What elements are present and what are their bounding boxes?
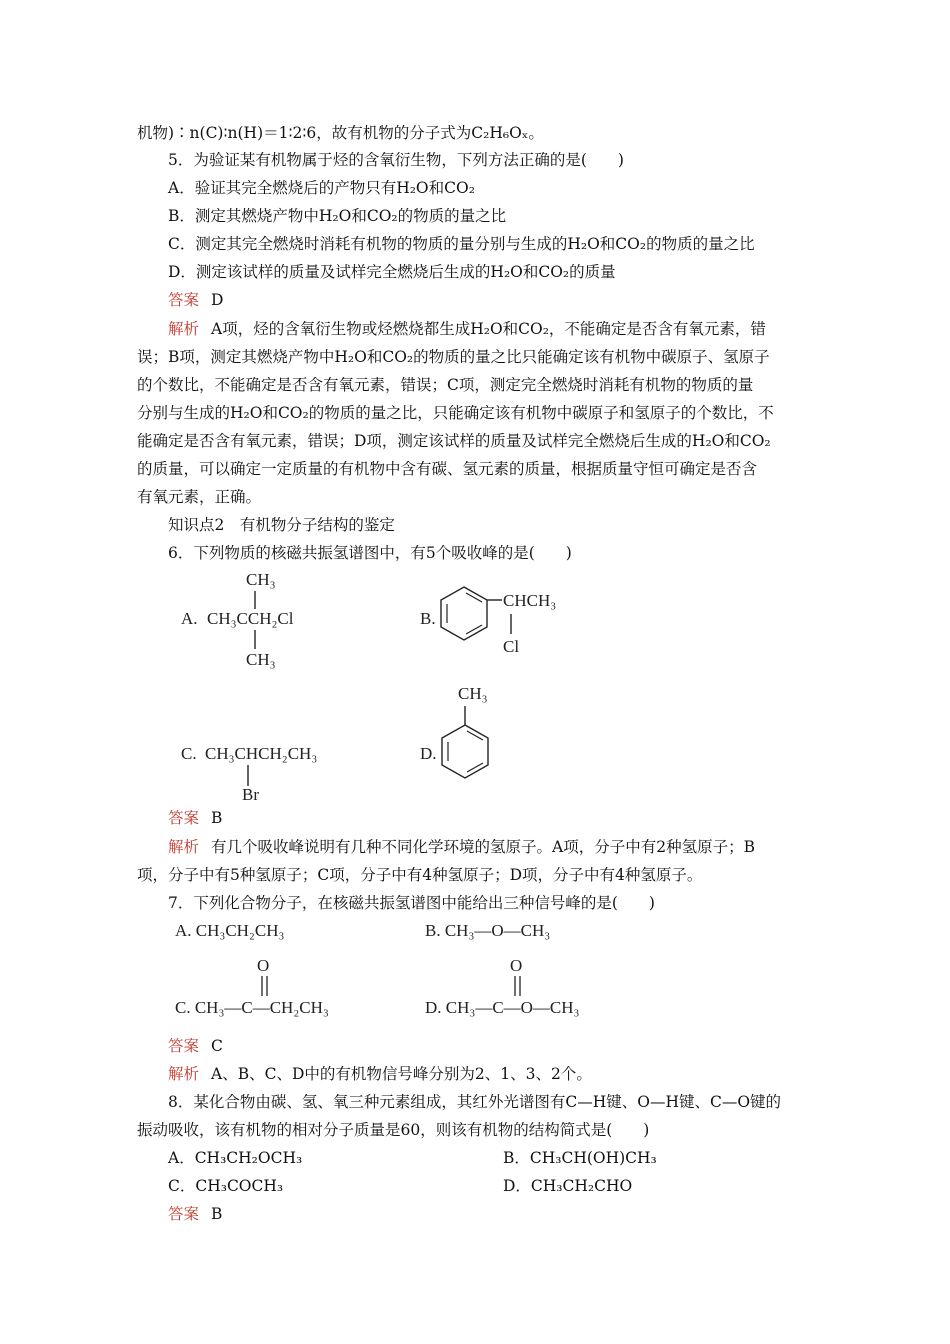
q6-a-bottom-methyl: CH₃: [246, 650, 276, 669]
answer-7: [168, 1036, 818, 1056]
answer-value: C: [211, 1037, 223, 1055]
analysis-5-line: 有氧元素，正确。: [137, 488, 262, 506]
question-8-line: 振动吸收，该有机物的相对分子质量是60，则该有机物的结构简式是( ): [137, 1121, 650, 1139]
answer-label: 答案: [168, 1037, 200, 1055]
answer-label: 答案: [168, 809, 200, 827]
q6-b-label: B.: [420, 609, 436, 628]
q7-option-c: C. CH₃—C—CH₂CH₃: [175, 998, 329, 1017]
text-line: 机物)∶n(C)∶n(H)＝1∶2∶6，故有机物的分子式为C₂H₆Oₓ。: [137, 124, 544, 142]
option-5a: A．验证其完全燃烧后的产物只有H₂O和CO₂: [168, 179, 475, 197]
q7-option-a: A. CH₃CH₂CH₃: [175, 921, 285, 940]
answer-value: D: [211, 291, 224, 309]
option-5b: B．测定其燃烧产物中H₂O和CO₂的物质的量之比: [168, 207, 507, 225]
answer-label: 答案: [168, 1205, 200, 1223]
answer-label: 答案: [168, 291, 200, 309]
q6-a-top-methyl: CH₃: [246, 570, 276, 589]
analysis-6-line: 项，分子中有5种氢原子；C项，分子中有4种氢原子；D项，分子中有4种氢原子。: [137, 866, 703, 884]
answer-value: B: [211, 809, 223, 827]
knowledge-point-heading: 知识点2 有机物分子结构的鉴定: [168, 516, 395, 534]
analysis-text: 有几个吸收峰说明有几种不同化学环境的氢原子。A项，分子中有2种氢原子；B: [211, 838, 755, 856]
analysis-5-line: 误；B项，测定其燃烧产物中H₂O和CO₂的物质的量之比只能确定该有机物中碳原子、氢原子: [137, 348, 770, 366]
q6-d-label: D.: [420, 744, 437, 763]
q6-d-methyl: CH₃: [458, 684, 488, 703]
answer-value: B: [211, 1205, 223, 1223]
analysis-text: A、B、C、D中的有机物信号峰分别为2、1、3、2个。: [211, 1065, 592, 1083]
analysis-label: 解析: [168, 838, 200, 856]
q6-c-bromo: Br: [242, 785, 259, 804]
option-8b: B．CH₃CH(OH)CH₃: [503, 1149, 657, 1167]
q6-c-label: C.: [181, 744, 197, 763]
analysis-7: [168, 1064, 818, 1084]
analysis-5-line: 的个数比，不能确定是否含有氧元素，错误；C项，测定完全燃烧时消耗有机物的物质的量: [137, 376, 754, 394]
option-8d: D．CH₃CH₂CHO: [503, 1177, 633, 1195]
q6-a-main-chain: CH₃CCH₂Cl: [207, 609, 294, 628]
q7-d-oxygen: O: [510, 956, 523, 975]
question-8: 8．某化合物由碳、氢、氧三种元素组成，其红外光谱图有C—H键、O—H键、C—O键的: [168, 1093, 782, 1111]
q6-c-main-chain: CH₃CHCH₂CH₃: [205, 744, 318, 763]
option-5d: D．测定该试样的质量及试样完全燃烧后生成的H₂O和CO₂的质量: [168, 263, 616, 281]
analysis-5-line: 的质量，可以确定一定质量的有机物中含有碳、氢元素的质量，根据质量守恒可确定是否含: [137, 460, 758, 478]
question-7: 7．下列化合物分子，在核磁共振氢谱图中能给出三种信号峰的是( ): [168, 894, 655, 912]
q6-a-label: A.: [181, 609, 198, 628]
answer-8: [168, 1204, 818, 1224]
analysis-5-line: 能确定是否含有氧元素，错误；D项，测定该试样的质量及试样完全燃烧后生成的H₂O和CO₂: [137, 432, 771, 450]
option-8c: C．CH₃COCH₃: [168, 1177, 284, 1195]
question-6: 6．下列物质的核磁共振氢谱图中，有5个吸收峰的是( ): [168, 544, 572, 562]
option-8a: A．CH₃CH₂OCH₃: [168, 1149, 303, 1167]
q7-option-b: B. CH₃—O—CH₃: [425, 921, 551, 940]
analysis-text: A项，烃的含氧衍生物或烃燃烧都生成H₂O和CO₂，不能确定是否含有氧元素，错: [211, 320, 766, 338]
question-5: 5．为验证某有机物属于烃的含氧衍生物，下列方法正确的是( ): [168, 151, 624, 169]
q7-c-oxygen: O: [257, 956, 270, 975]
q6-b-chloro: Cl: [503, 637, 520, 656]
q6-b-side-chain: CHCH₃: [503, 591, 557, 610]
option-5c: C．测定其完全燃烧时消耗有机物的物质的量分别与生成的H₂O和CO₂的物质的量之比: [168, 235, 755, 253]
analysis-5-line: 分别与生成的H₂O和CO₂的物质的量之比，只能确定该有机物中碳原子和氢原子的个数比，不: [137, 404, 774, 422]
q7-option-d: D. CH₃—C—O—CH₃: [425, 998, 580, 1017]
analysis-label: 解析: [168, 320, 200, 338]
analysis-label: 解析: [168, 1065, 200, 1083]
